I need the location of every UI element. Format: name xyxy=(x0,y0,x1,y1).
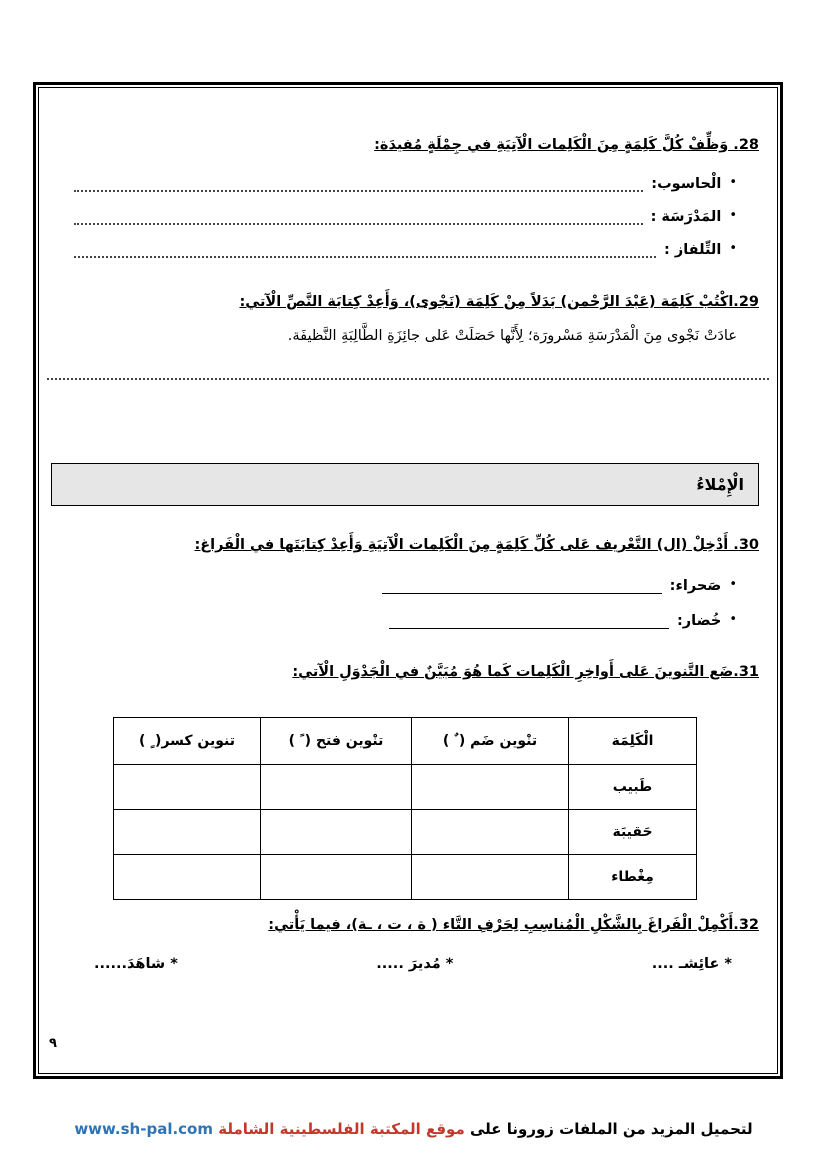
page-border-frame xyxy=(33,82,783,1079)
word-label: الْحاسوب: xyxy=(651,176,722,193)
answer-blank-line xyxy=(382,579,662,595)
header-tanween-damm: تنْوين ضَم ( ٌ ) xyxy=(412,718,569,765)
question-28-title: 28. وَظِّفْ كُلَّ كَلِمَةٍ مِنَ الْكَلِمات الْآتِيَةِ في جِمْلَةٍ مُفيدَة: xyxy=(374,137,759,153)
table-row xyxy=(114,855,697,900)
bullet-icon: • xyxy=(729,241,737,256)
table-row xyxy=(114,810,697,855)
word-cell: مِغْطاء xyxy=(569,855,697,900)
header-tanween-fath: تنْوين فتح ( ً ) xyxy=(261,718,412,765)
question-30-item-vegetables xyxy=(239,611,737,629)
answer-blank-dotted xyxy=(74,242,656,259)
word-label: صَحراء: xyxy=(669,578,722,595)
word-label: المَدْرَسَة : xyxy=(650,209,722,226)
footer-site-url-link[interactable]: www.sh-pal.com xyxy=(74,1120,213,1138)
table-header-row xyxy=(114,718,697,765)
q32-item-shahada: * شاهَدَ...... xyxy=(94,956,178,972)
question-30-item-desert xyxy=(239,576,737,594)
question-28-item-tv xyxy=(74,240,737,258)
bullet-icon: • xyxy=(729,577,737,592)
tanween-table xyxy=(113,717,697,900)
question-29-title: 29.اكْتُبْ كَلِمَة (عَبْدَ الرَّحْمن) بَدَلاً مِنْ كَلِمَة (نَجْوى)، وَأَعِدْ كِتابَة النَّصِّ الْآتي: xyxy=(239,294,759,310)
question-31-title: 31.ضَع التَّنوينَ عَلى أَواخِرِ الْكَلِمات كَما هُوَ مُبَيَّنٌ في الْجَدْوَلِ الْآتي: xyxy=(292,664,759,680)
empty-answer-cell xyxy=(261,810,412,855)
empty-answer-cell xyxy=(412,810,569,855)
word-label: خُضار: xyxy=(676,613,722,630)
q32-item-aisha: * عائِشـ .... xyxy=(651,956,732,972)
page-content xyxy=(39,88,777,1073)
footer xyxy=(0,1120,827,1138)
empty-answer-cell xyxy=(412,855,569,900)
bullet-icon: • xyxy=(729,612,737,627)
word-label: التِّلفاز : xyxy=(664,242,722,259)
word-cell: طَبيب xyxy=(569,765,697,810)
bullet-icon: • xyxy=(729,208,737,223)
answer-blank-dotted xyxy=(74,176,643,193)
q32-item-mudir: * مُديرَ ..... xyxy=(376,956,454,972)
answer-blank-dotted-line xyxy=(47,366,769,380)
question-29-passage: عادَتْ نَجْوى مِنَ الْمَدْرَسَةِ مَسْرورَة؛ لِأَنَّها حَصَلَتْ عَلى جائِزَةِ الطَّالِبَةِ النَّظيفَة. xyxy=(287,328,737,344)
question-32-title: 32.أَكْمِلْ الْفَراغَ بِالشَّكْلِ الْمُناسِبِ لِحَرْفِ التَّاء ( ة ، ت ، ـة)، فيما يَأْتي: xyxy=(268,917,759,933)
question-28-item-school xyxy=(74,207,737,225)
empty-answer-cell xyxy=(261,855,412,900)
empty-answer-cell xyxy=(114,855,261,900)
question-28-item-computer xyxy=(74,174,737,192)
table-row xyxy=(114,765,697,810)
page-border-frame-inner xyxy=(38,87,778,1074)
empty-answer-cell xyxy=(261,765,412,810)
word-cell: حَقيبَة xyxy=(569,810,697,855)
answer-blank-line xyxy=(389,614,669,630)
tanween-table-wrap xyxy=(114,717,697,887)
header-tanween-kasr: تنوين كسر( ٍ ) xyxy=(114,718,261,765)
empty-answer-cell xyxy=(114,765,261,810)
section-title: الْإِمْلاءُ xyxy=(696,475,744,494)
empty-answer-cell xyxy=(114,810,261,855)
header-word: الْكَلِمَة xyxy=(569,718,697,765)
question-30-title: 30. أَدْخِلْ (ال) التَّعْريف عَلى كُلِّ كَلِمَةٍ مِنَ الْكَلِمات الْآتِيَةِ وَأَعِدْ كِتابَتَها في الْفَراغ: xyxy=(194,537,759,553)
footer-prefix-text: لتحميل المزيد من الملفات زورونا على xyxy=(464,1120,753,1138)
question-32-items xyxy=(94,956,732,972)
empty-answer-cell xyxy=(412,765,569,810)
page-number: ٩ xyxy=(49,1036,57,1051)
bullet-icon: • xyxy=(729,175,737,190)
footer-site-name: موقع المكتبة الفلسطينية الشاملة xyxy=(218,1120,465,1138)
answer-blank-dotted xyxy=(74,209,643,226)
section-header-dictation xyxy=(51,463,759,506)
